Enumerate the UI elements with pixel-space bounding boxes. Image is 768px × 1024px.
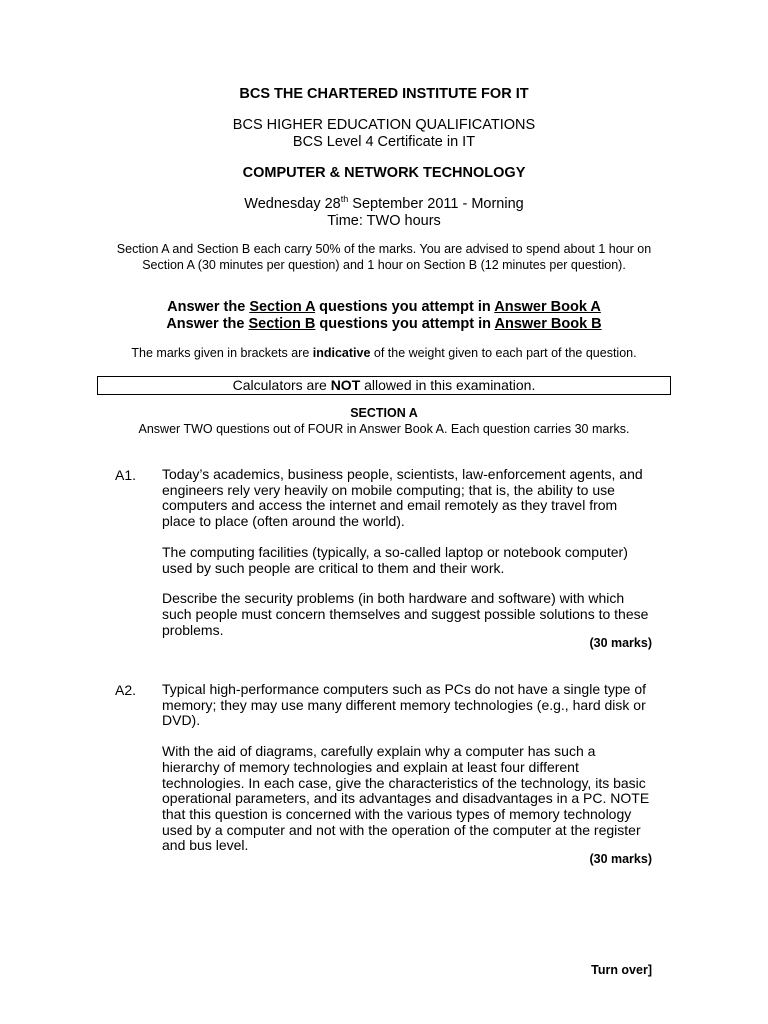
section-a-subtitle: Answer TWO questions out of FOUR in Answer Book A. Each question carries 30 marks.: [138, 421, 630, 436]
answer-book-a-line: [0, 299, 768, 316]
date-prefix: Wednesday 28: [244, 196, 341, 212]
certificate-line: BCS Level 4 Certificate in IT: [292, 134, 476, 150]
answer-book-b-ref: Answer Book B: [494, 316, 602, 332]
section-b-ref: Section B: [248, 316, 316, 332]
subject-title: COMPUTER & NETWORK TECHNOLOGY: [242, 165, 526, 181]
exam-datetime: [0, 196, 768, 230]
question-paragraph: Typical high-performance computers such as PCs do not have a single type of memory; they may use many different memory technologies (e.g., hard disk or DVD).: [162, 681, 647, 729]
answer-a-text: Answer the: [167, 299, 250, 315]
calc-text: allowed in this examination.: [360, 377, 536, 393]
date-ordinal: th: [340, 194, 349, 204]
calculator-notice-box: [97, 376, 671, 395]
question-number: A2.: [115, 682, 137, 698]
marks-split-note: Section A and Section B each carry 50% of the marks. You are advised to spend about 1 hour on Section A (30 minutes per question) and 1 hour on Section B (12 minutes per question).: [116, 242, 652, 272]
question-paragraph: With the aid of diagrams, carefully explain why a computer has such a hierarchy of memory technologies and explain at least four different technologies. In each case, give the characteristics of the technology, its basic operational parameters, and its advantages and disadvantages in a PC. NOTE that this question is concerned with the various types of memory technology used by a computer and not with the operation of the computer at the register and bus level.: [162, 743, 650, 854]
answer-book-b-line: [0, 316, 768, 333]
question-number: A1.: [115, 467, 137, 483]
answer-book-a-ref: Answer Book A: [494, 299, 601, 315]
exam-time: Time: TWO hours: [327, 213, 441, 229]
section-a-header: [0, 406, 768, 437]
question-a2-body: [162, 682, 652, 869]
calc-not-word: NOT: [330, 377, 361, 393]
qualifications-line: BCS HIGHER EDUCATION QUALIFICATIONS: [232, 117, 536, 133]
exam-date: [0, 196, 768, 213]
indicative-marks-note: [0, 346, 768, 360]
answer-a-text: questions you attempt in: [315, 299, 495, 315]
institute-title: BCS THE CHARTERED INSTITUTE FOR IT: [239, 86, 529, 102]
section-a-ref: Section A: [249, 299, 316, 315]
question-paragraph: The computing facilities (typically, a so-called laptop or notebook computer) used by such people are critical to them and their work.: [162, 543, 628, 576]
indicative-text: of the weight given to each part of the question.: [370, 346, 637, 360]
question-a1-body: [162, 467, 652, 653]
question-marks: (30 marks): [589, 852, 652, 866]
turn-over-label: Turn over]: [591, 963, 652, 977]
indicative-text: The marks given in brackets are: [131, 346, 313, 360]
section-a-title: SECTION A: [350, 406, 418, 420]
date-suffix: September 2011 - Morning: [348, 196, 524, 212]
question-marks: (30 marks): [589, 636, 652, 650]
answer-b-text: Answer the: [166, 316, 249, 332]
calc-text: Calculators are: [232, 377, 331, 393]
question-paragraph: Describe the security problems (in both hardware and software) with which such people must concern themselves and suggest possible solutions to these problems.: [162, 590, 649, 638]
question-paragraph: Today’s academics, business people, scientists, law-enforcement agents, and engineers rely very heavily on mobile computing; that is, the ability to use computers and access the internet and email remotely as they travel from place to place (often around the world).: [162, 466, 643, 530]
qualifications-block: [0, 117, 768, 151]
answer-book-instructions: [0, 299, 768, 333]
answer-b-text: questions you attempt in: [315, 316, 495, 332]
indicative-word: indicative: [312, 346, 371, 360]
